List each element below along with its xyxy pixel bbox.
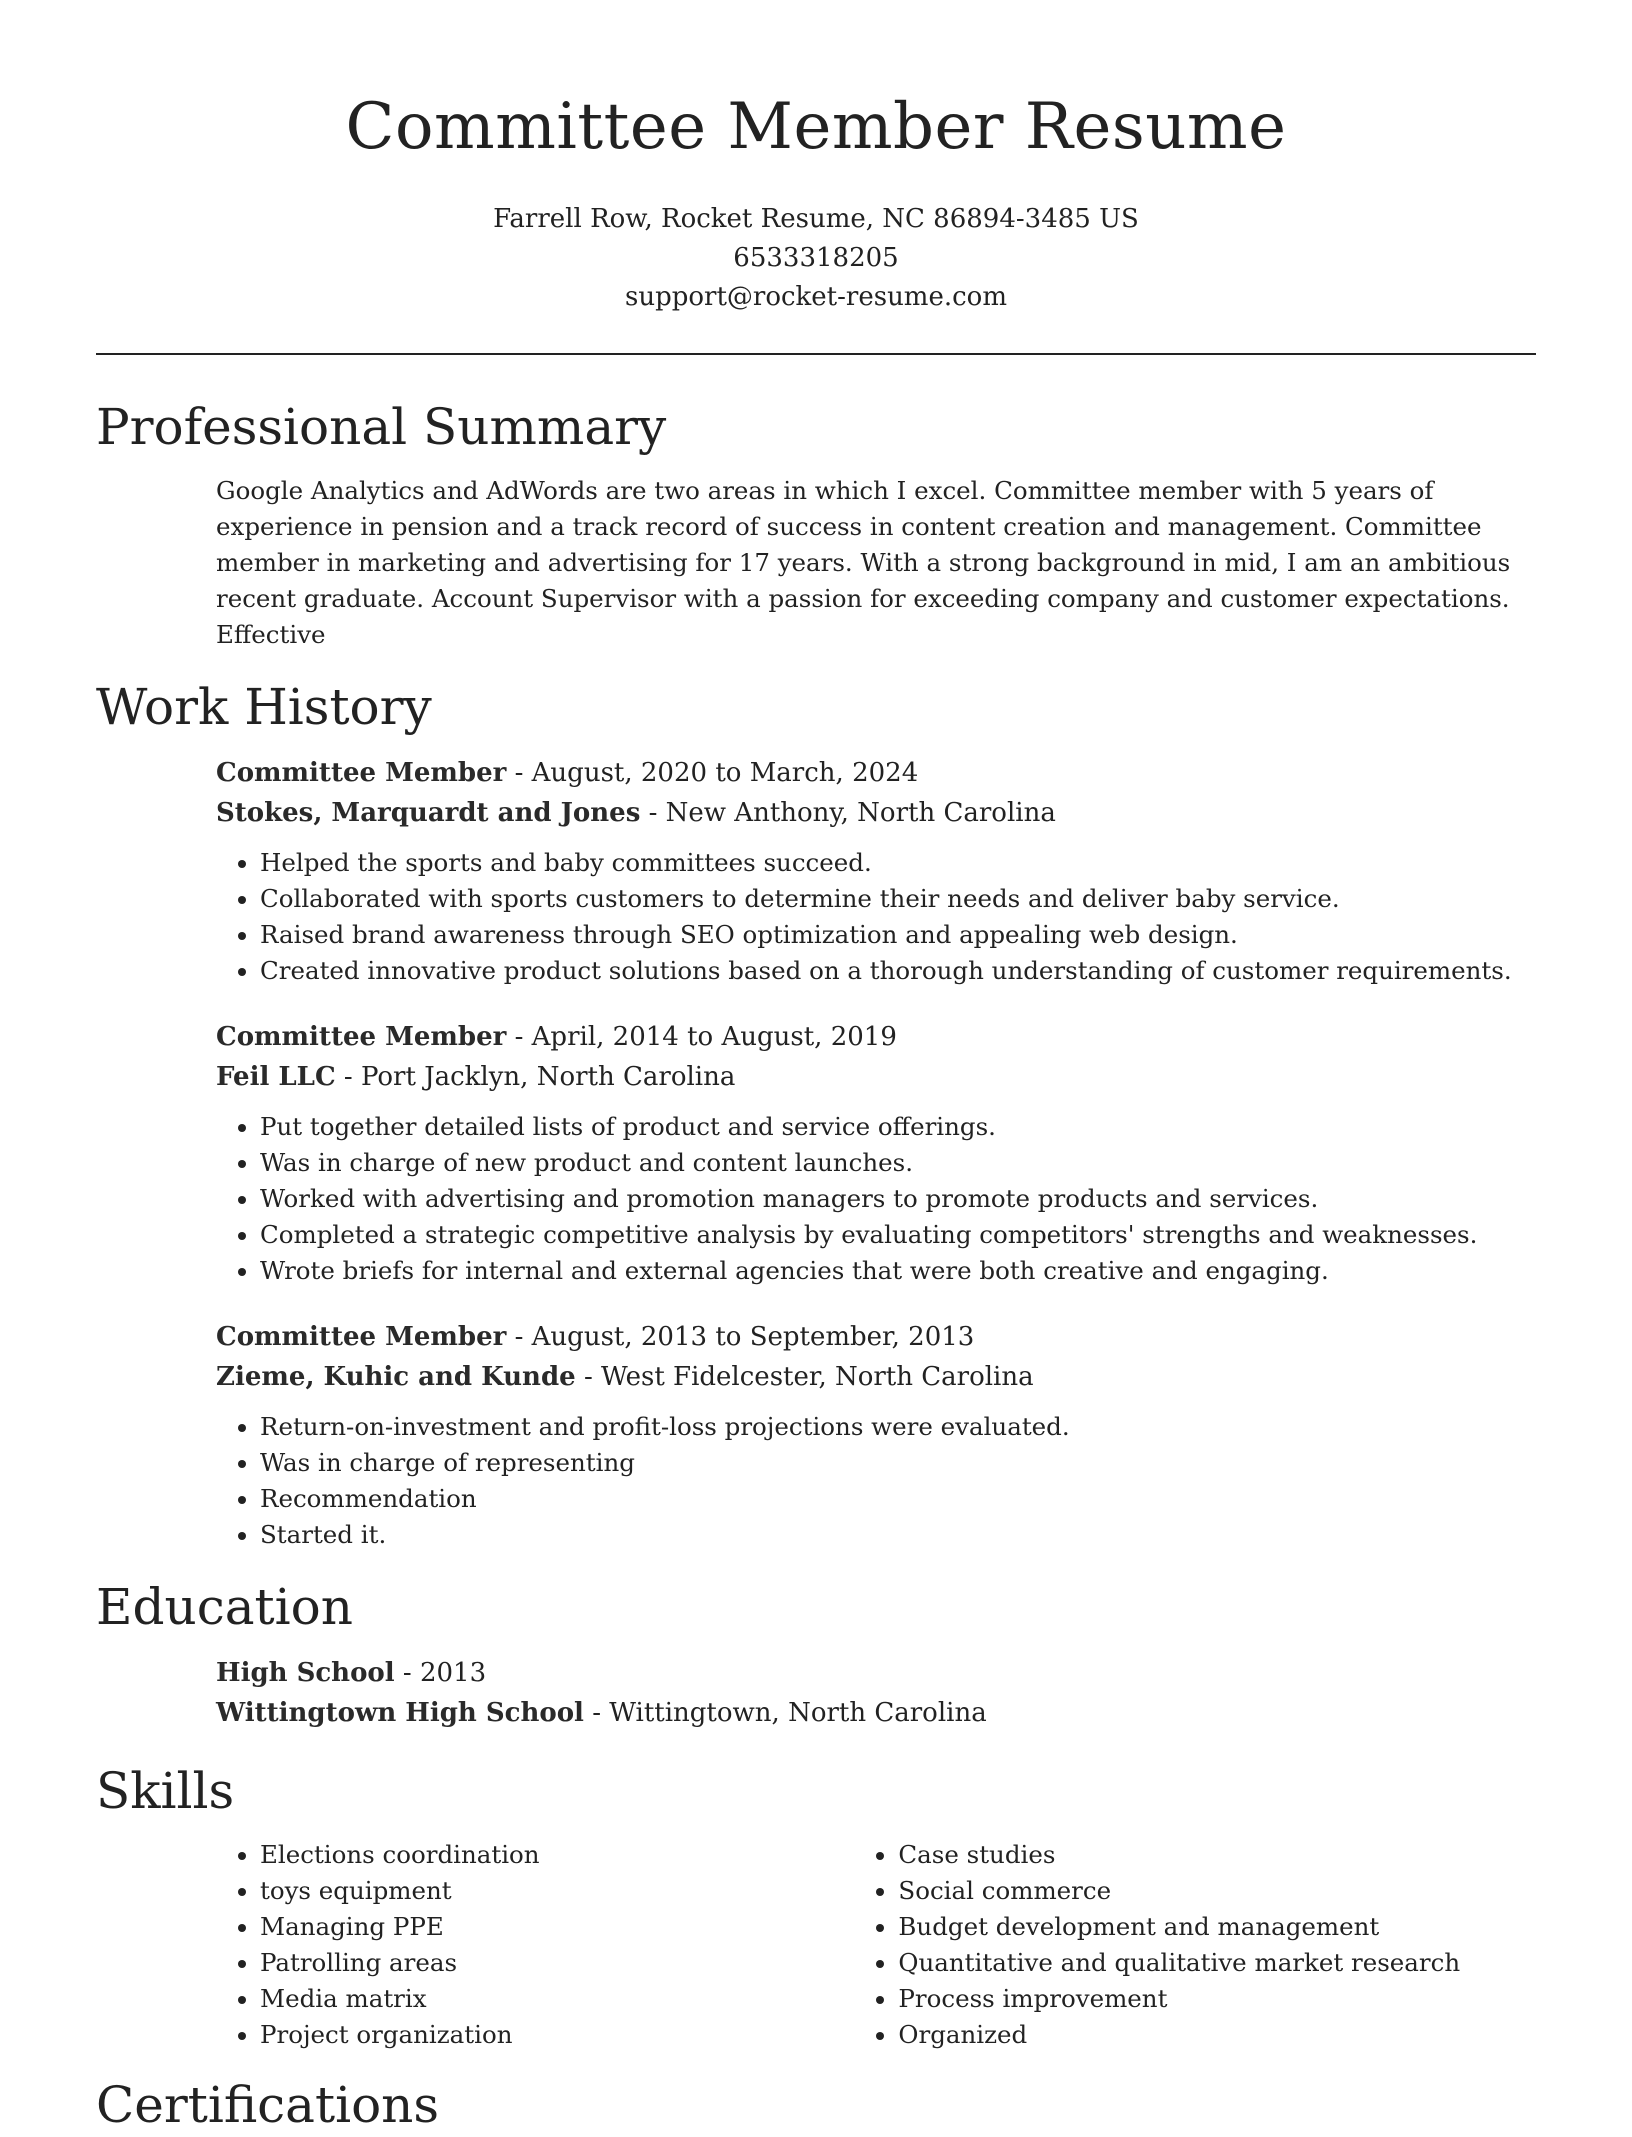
job-company: Stokes, Marquardt and Jones (216, 798, 641, 828)
list-item: • Managing PPE (260, 1909, 854, 1945)
education-location: - Wittingtown, North Carolina (583, 1698, 987, 1728)
skills-grid (216, 1837, 1536, 2053)
section-title-work-history: Work History (96, 678, 432, 736)
list-item: • Recommendation (260, 1481, 1536, 1517)
list-item: • Completed a strategic competitive analysis by evaluating competitors' strengths and weaknesses. (260, 1217, 1536, 1253)
job-title-line (216, 753, 1536, 793)
list-item: • Worked with advertising and promotion managers to promote products and services. (260, 1181, 1536, 1217)
list-item: • Helped the sports and baby committees succeed. (260, 845, 1536, 881)
job-dates: - August, 2020 to March, 2024 (506, 758, 919, 788)
job-title-line (216, 1017, 1536, 1057)
job-company-line (216, 1357, 1536, 1397)
list-item: • Process improvement (898, 1981, 1536, 2017)
job-location: - West Fidelcester, North Carolina (575, 1362, 1034, 1392)
resume-title: Committee Member Resume (345, 90, 1287, 164)
job-title-line (216, 1317, 1536, 1357)
list-item: • Was in charge of representing (260, 1445, 1536, 1481)
list-item: • Media matrix (260, 1981, 854, 2017)
job-company: Feil LLC (216, 1062, 336, 1092)
summary-text: Google Analytics and AdWords are two areas in which I excel. Committee member with 5 years of experience in pension and a track record of success in content creation and management. Committee member in marketing and advertising for 17 years. With a strong background in mid, I am an ambitious recent graduate. Account Supervisor with a passion for exceeding company and customer expectations. Effective (216, 476, 1511, 649)
job-company: Zieme, Kuhic and Kunde (216, 1362, 576, 1392)
job-entry (216, 1017, 1536, 1289)
job-location: - Port Jacklyn, North Carolina (335, 1062, 736, 1092)
list-item: • Patrolling areas (260, 1945, 854, 1981)
job-dates: - August, 2013 to September, 2013 (506, 1322, 975, 1352)
list-item: • Collaborated with sports customers to determine their needs and deliver baby service. (260, 881, 1536, 917)
education-school-line (216, 1693, 1536, 1733)
list-item: • Quantitative and qualitative market research (898, 1945, 1536, 1981)
job-bullets (216, 1109, 1536, 1289)
education-degree-line (216, 1653, 1536, 1693)
list-item: • toys equipment (260, 1873, 854, 1909)
job-dates: - April, 2014 to August, 2019 (506, 1022, 897, 1052)
education-school: Wittingtown High School (216, 1698, 584, 1728)
list-item: • Return-on-investment and profit-loss projections were evaluated. (260, 1409, 1536, 1445)
list-item: • Project organization (260, 2017, 854, 2053)
header-divider (96, 353, 1536, 355)
contact-address: Farrell Row, Rocket Resume, NC 86894-3485 US (493, 204, 1139, 234)
job-entry (216, 753, 1536, 989)
certifications-section (96, 2073, 1536, 2137)
list-item: • Started it. (260, 1517, 1536, 1553)
list-item: • Created innovative product solutions based on a thorough understanding of customer requirements. (260, 953, 1536, 989)
summary-section (96, 395, 1536, 653)
job-company-line (216, 793, 1536, 833)
education-year: - 2013 (394, 1658, 487, 1688)
job-entry (216, 1317, 1536, 1553)
list-item: • Wrote briefs for internal and external agencies that were both creative and engaging. (260, 1253, 1536, 1289)
section-title-education: Education (96, 1578, 353, 1636)
section-title-summary: Professional Summary (96, 398, 667, 456)
job-bullets (216, 845, 1536, 989)
section-title-certifications: Certifications (96, 2076, 440, 2134)
resume-page (96, 0, 1536, 2137)
work-history-section (96, 675, 1536, 1553)
job-title: Committee Member (216, 1322, 507, 1352)
contact-email[interactable]: support@rocket-resume.com (624, 282, 1007, 312)
list-item: • Put together detailed lists of product and service offerings. (260, 1109, 1536, 1145)
education-section (96, 1575, 1536, 1733)
list-item: • Case studies (898, 1837, 1536, 1873)
list-item: • Budget development and management (898, 1909, 1536, 1945)
resume-header (96, 0, 1536, 317)
skills-section (96, 1759, 1536, 2053)
list-item: • Was in charge of new product and content launches. (260, 1145, 1536, 1181)
education-degree: High School (216, 1658, 395, 1688)
contact-phone: 6533318205 (733, 243, 899, 273)
list-item: • Elections coordination (260, 1837, 854, 1873)
skills-list-left (216, 1837, 854, 2053)
job-company-line (216, 1057, 1536, 1097)
job-title: Committee Member (216, 758, 507, 788)
list-item: • Social commerce (898, 1873, 1536, 1909)
list-item: • Organized (898, 2017, 1536, 2053)
list-item: • Raised brand awareness through SEO optimization and appealing web design. (260, 917, 1536, 953)
job-location: - New Anthony, North Carolina (640, 798, 1056, 828)
section-title-skills: Skills (96, 1762, 235, 1820)
skills-list-right (854, 1837, 1536, 2053)
job-title: Committee Member (216, 1022, 507, 1052)
job-bullets (216, 1409, 1536, 1553)
